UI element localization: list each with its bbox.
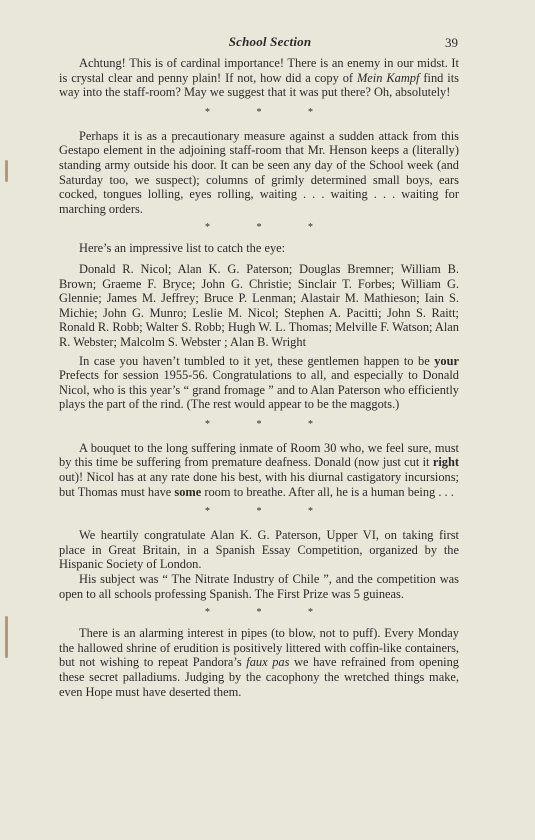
page-number: 39: [445, 35, 458, 50]
section-separator: * * *: [205, 607, 335, 619]
prefects-list: Donald R. Nicol; Alan K. G. Paterson; Douglas Bremner; William B. Brown; Graeme F. Bryce; John G. Christie; Sinclair T. Forbes; William G. Glennie; James M. Jeffrey; Bruce P. Lenman; Alastair M. Mathieson; Iain S. Michie; John G. Munro; Leslie M. Nicol; Stephen A. Pacitti; John S. Raitt; Ronald R. Robb; Walter S. Robb; Hugh W. L. Thomas; Melville F. Watson; Alan R. Webster; Malcolm S. Webster ; Alan B. Wright: [59, 261, 459, 349]
paragraph: A bouquet to the long suffering inmate of Room 30 who, we feel sure, must by this time be suffering from premature deafness. Donald (now just cut it right out)! Nicol has at any rate done his best, with his diurnal castigatory incursions; but Thomas must have some room to breathe. After all, he is a human being . . .: [59, 440, 459, 499]
article-body: [59, 56, 459, 699]
section-separator: * * *: [205, 106, 335, 118]
margin-ink-mark: [5, 160, 8, 182]
running-title: School Section: [228, 34, 312, 49]
paragraph: His subject was “ The Nitrate Industry of Chile ”, and the competition was open to all schools professing Spanish. The First Prize was 5 guineas.: [59, 572, 459, 601]
paragraph: There is an alarming interest in pipes (to blow, not to puff). Every Monday the hallowed shrine of erudition is positively littered with coffin-like containers, but not wishing to repeat Pandora’s faux pas we have refrained from opening these secret palladiums. Judging by the cacophony the wretched things make, even Hope must have deserted them.: [59, 626, 459, 699]
section-separator: * * *: [205, 222, 335, 234]
book-title: Mein Kampf: [356, 70, 420, 85]
paragraph: Perhaps it is as a precautionary measure against a sudden attack from this Gestapo element in the adjoining staff-room that Mr. Henson keeps a (literally) standing army outside his door. It can be seen any day of the School week (and Saturday too, we suspect); columns of grimly determined small boys, ears cocked, tongues lolling, eyes rolling, waiting . . . waiting . . . waiting for marching orders.: [59, 128, 459, 216]
margin-ink-mark: [5, 616, 8, 658]
section-separator: * * *: [205, 506, 335, 518]
paragraph: Here’s an impressive list to catch the eye:: [79, 241, 286, 256]
paragraph: We heartily congratulate Alan K. G. Paterson, Upper VI, on taking first place in Great Britain, in a Spanish Essay Competition, organized by the Hispanic Society of London.: [59, 528, 459, 572]
paragraph: Achtung! This is of cardinal importance! There is an enemy in our midst. It is crystal clear and penny plain! If not, how did a copy of Mein Kampf find its way into the staff-room? May we suggest that it was put there? Oh, absolutely!: [59, 56, 459, 100]
section-separator: * * *: [205, 418, 335, 430]
page-header: [80, 34, 460, 52]
paragraph: In case you haven’t tumbled to it yet, these gentlemen happen to be your Prefects for session 1955-56. Congratulations to all, and especially to Donald Nicol, who is this year’s “ grand fromage ” and to Alan Paterson who efficiently plays the part of the rind. (The rest would appear to be the maggots.): [59, 353, 459, 412]
